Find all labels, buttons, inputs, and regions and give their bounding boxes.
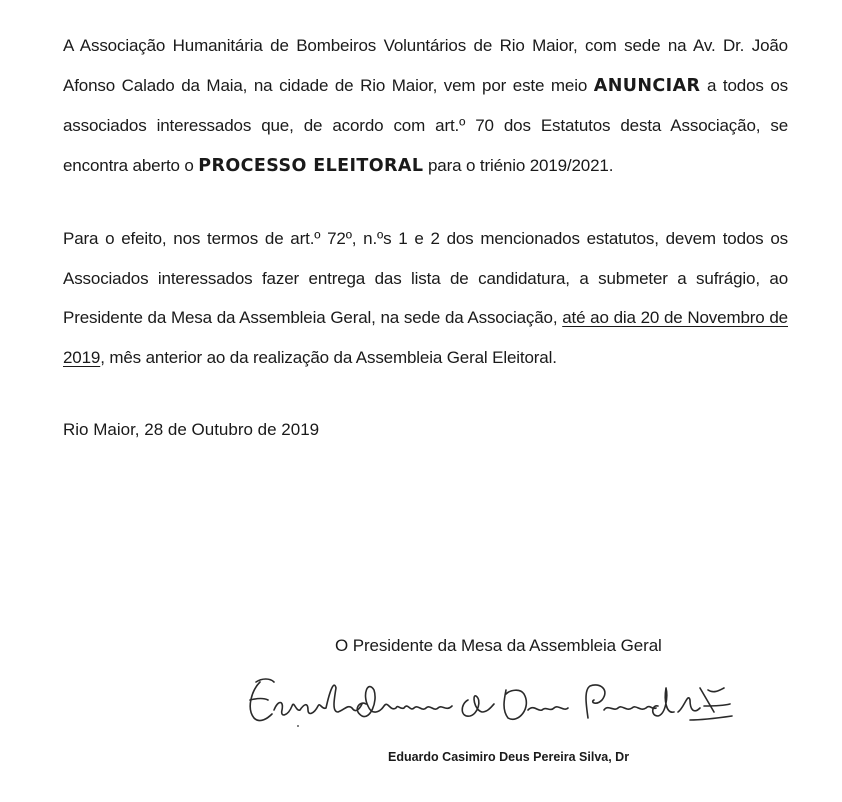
signature-block [300,636,710,764]
deadline-text: até ao dia 20 de Novembro de 2019 [63,308,788,367]
signer-name: Eduardo Casimiro Deus Pereira Silva, Dr [388,750,630,764]
electoral-process-emphasis: PROCESSO ELEITORAL [198,155,424,176]
paragraph-text: , mês anterior ao da realização da Assembleia Geral Eleitoral. [100,347,557,367]
paragraph-text: A Associação Humanitária de Bombeiros Voluntários de Rio Maior, com sede na Av. Dr. João Afonso Calado da Maia, na cidade de Rio Maior, vem por este meio [63,36,788,95]
announce-emphasis: ANUNCIAR [593,75,701,96]
paragraph-text: Para o efeito, nos termos de art.º 72º, n.ºs 1 e 2 dos mencionados estatutos, devem todos os Associados interessados fazer entrega das lista de candidatura, a submeter a sufrágio, ao Presidente da Mesa da Assembleia Geral, na sede da Associação, [63,229,788,327]
paragraph-text: para o triénio 2019/2021. [423,155,614,175]
announcement-document [63,26,788,450]
president-title: O Presidente da Mesa da Assembleia Geral [335,636,662,655]
paragraph-text: a todos os associados interessados que, de acordo com art.º 70 dos Estatutos desta Associação, se encontra aberto o [63,75,789,175]
instructions-paragraph [63,219,788,377]
announcement-paragraph [63,26,788,186]
handwritten-signature [238,660,738,730]
place-date: Rio Maior, 28 de Outubro de 2019 [63,420,320,439]
